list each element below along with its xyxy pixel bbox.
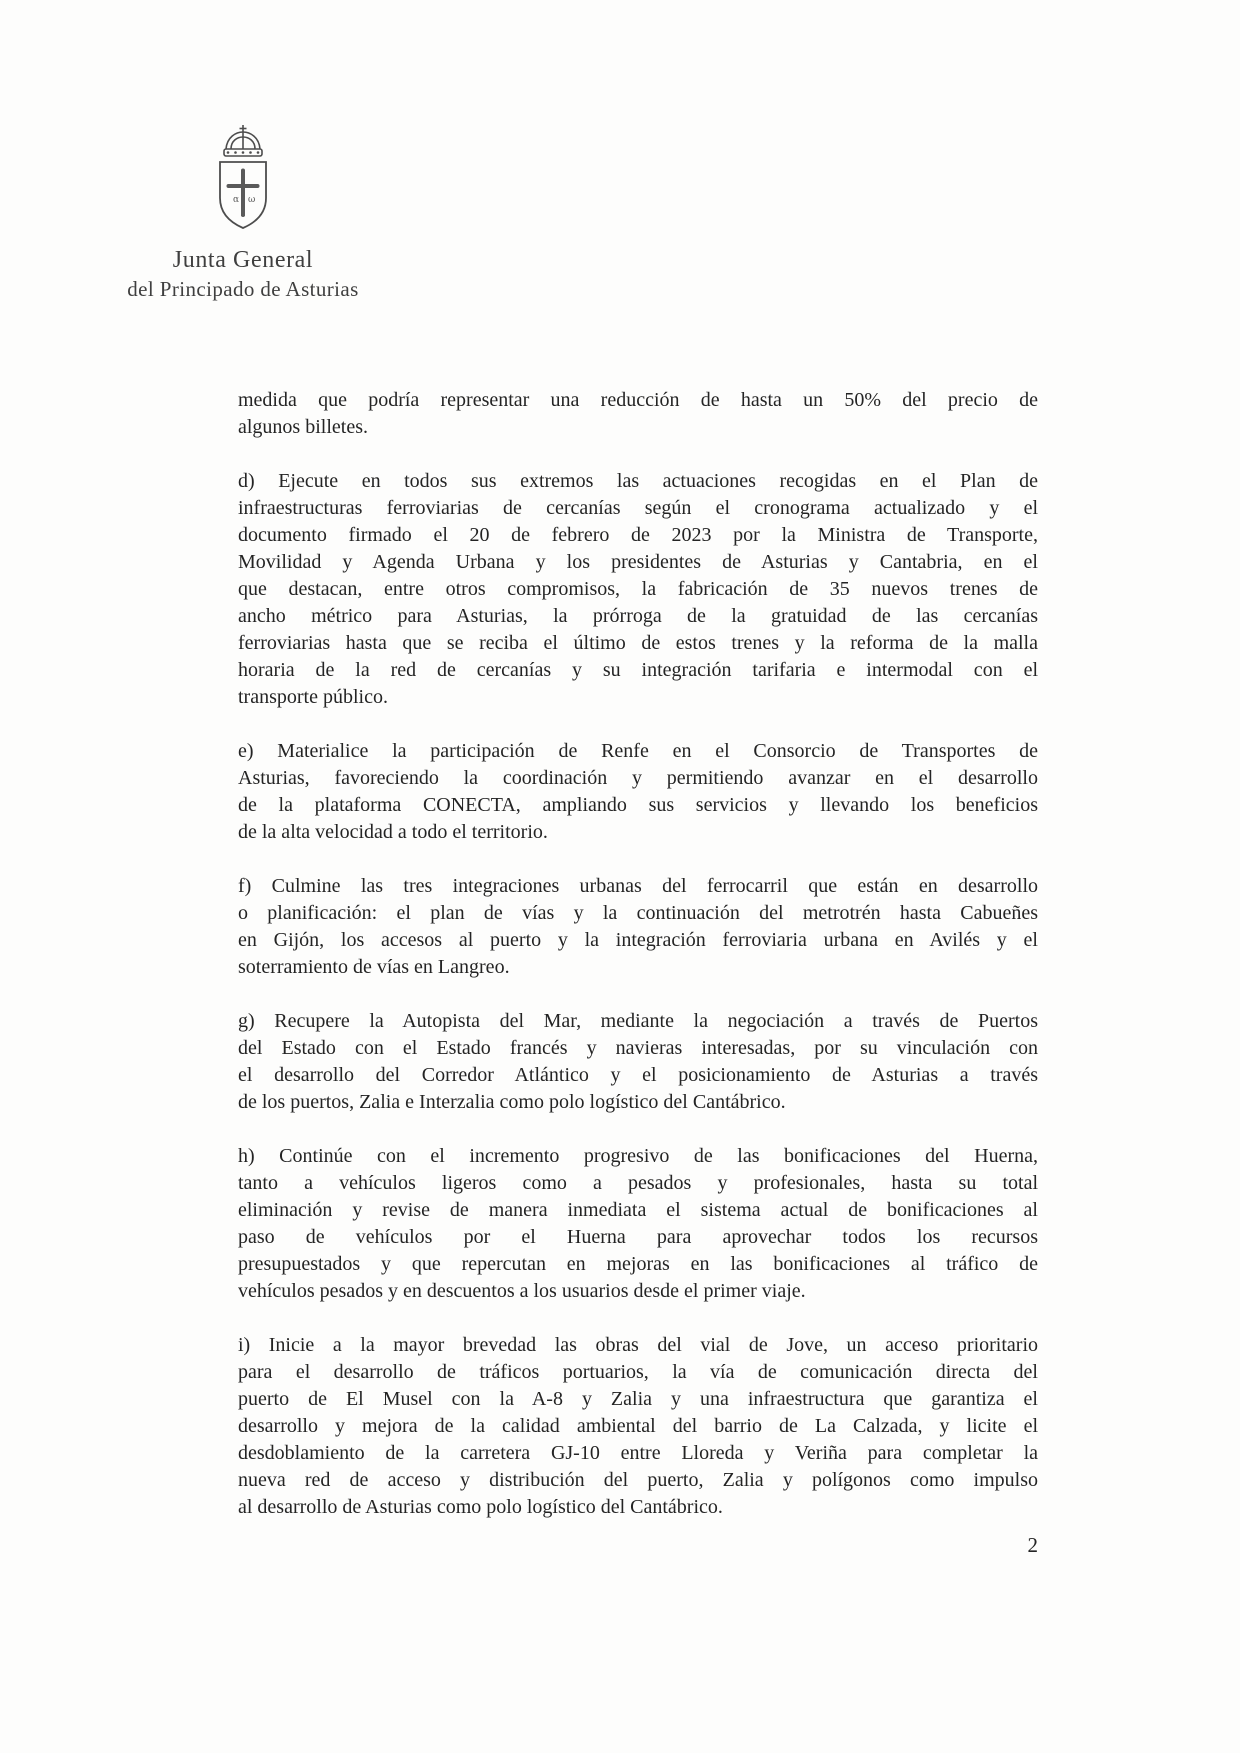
paragraph-line: de los puertos, Zalia e Interzalia como polo logístico del Cantábrico. (238, 1091, 786, 1113)
paragraph-line: algunos billetes. (238, 416, 368, 438)
paragraph-line: e) Materialice la participación de Renfe en el Consorcio de Transportes de (238, 740, 1038, 762)
letterhead (108, 118, 378, 302)
paragraph-line: transporte público. (238, 686, 388, 708)
paragraph-line: el desarrollo del Corredor Atlántico y el posicionamiento de Asturias a través (238, 1064, 1038, 1086)
paragraph-line: ferroviarias hasta que se reciba el último de estos trenes y la reforma de la malla (238, 632, 1038, 654)
paragraph (238, 1332, 1038, 1521)
paragraph-line: f) Culmine las tres integraciones urbanas del ferrocarril que están en desarrollo (238, 875, 1038, 897)
paragraph-line: documento firmado el 20 de febrero de 2023 por la Ministra de Transporte, (238, 524, 1038, 546)
paragraph-line: h) Continúe con el incremento progresivo de las bonificaciones del Huerna, (238, 1145, 1038, 1167)
paragraph-line: ancho métrico para Asturias, la prórroga de la gratuidad de las cercanías (238, 605, 1038, 627)
paragraph-line: horaria de la red de cercanías y su integración tarifaria e intermodal con el (238, 659, 1038, 681)
paragraph-line: para el desarrollo de tráficos portuarios, la vía de comunicación directa del (238, 1361, 1038, 1383)
paragraph-line: al desarrollo de Asturias como polo logístico del Cantábrico. (238, 1496, 723, 1518)
paragraph (238, 387, 1038, 441)
paragraph-line: que destacan, entre otros compromisos, la fabricación de 35 nuevos trenes de (238, 578, 1038, 600)
paragraph-line: de la plataforma CONECTA, ampliando sus servicios y llevando los beneficios (238, 794, 1038, 816)
paragraph-line: de la alta velocidad a todo el territorio. (238, 821, 548, 843)
page-number: 2 (1027, 1533, 1038, 1557)
paragraph-line: infraestructuras ferroviarias de cercanías según el cronograma actualizado y el (238, 497, 1038, 519)
paragraph-line: o planificación: el plan de vías y la continuación del metrotrén hasta Cabueñes (238, 902, 1038, 924)
paragraph-line: medida que podría representar una reducción de hasta un 50% del precio de (238, 389, 1038, 411)
paragraph (238, 738, 1038, 846)
paragraph-line: en Gijón, los accesos al puerto y la integración ferroviaria urbana en Avilés y el (238, 929, 1038, 951)
paragraph-line: desdoblamiento de la carretera GJ-10 entre Lloreda y Veriña para completar la (238, 1442, 1038, 1464)
paragraph-line: Movilidad y Agenda Urbana y los presidentes de Asturias y Cantabria, en el (238, 551, 1038, 573)
paragraph-line: g) Recupere la Autopista del Mar, mediante la negociación a través de Puertos (238, 1010, 1038, 1032)
paragraph (238, 1008, 1038, 1116)
paragraph (238, 1143, 1038, 1305)
svg-text:α: α (233, 195, 240, 205)
paragraph-line: vehículos pesados y en descuentos a los usuarios desde el primer viaje. (238, 1280, 806, 1302)
org-name-line1: Junta General (172, 247, 314, 273)
paragraph-line: presupuestados y que repercutan en mejoras en las bonificaciones al tráfico de (238, 1253, 1038, 1275)
paragraph-line: desarrollo y mejora de la calidad ambiental del barrio de La Calzada, y licite el (238, 1415, 1038, 1437)
paragraph-line: Asturias, favoreciendo la coordinación y permitiendo avanzar en el desarrollo (238, 767, 1038, 789)
paragraph-line: soterramiento de vías en Langreo. (238, 956, 510, 978)
asturias-coat-of-arms-icon (200, 118, 286, 236)
paragraph-line: nueva red de acceso y distribución del puerto, Zalia y polígonos como impulso (238, 1469, 1038, 1491)
paragraph-line: tanto a vehículos ligeros como a pesados y profesionales, hasta su total (238, 1172, 1038, 1194)
paragraph-line: eliminación y revise de manera inmediata el sistema actual de bonificaciones al (238, 1199, 1038, 1221)
paragraph (238, 468, 1038, 711)
paragraph (238, 873, 1038, 981)
paragraph-line: puerto de El Musel con la A-8 y Zalia y una infraestructura que garantiza el (238, 1388, 1038, 1410)
paragraph-line: del Estado con el Estado francés y navieras interesadas, por su vinculación con (238, 1037, 1038, 1059)
paragraph-line: d) Ejecute en todos sus extremos las actuaciones recogidas en el Plan de (238, 470, 1038, 492)
paragraph-line: i) Inicie a la mayor brevedad las obras del vial de Jove, un acceso prioritario (238, 1334, 1038, 1356)
svg-text:ω: ω (248, 195, 256, 205)
paragraph-line: paso de vehículos por el Huerna para aprovechar todos los recursos (238, 1226, 1038, 1248)
document-body (238, 387, 1038, 1521)
org-name-line2: del Principado de Asturias (127, 277, 359, 301)
